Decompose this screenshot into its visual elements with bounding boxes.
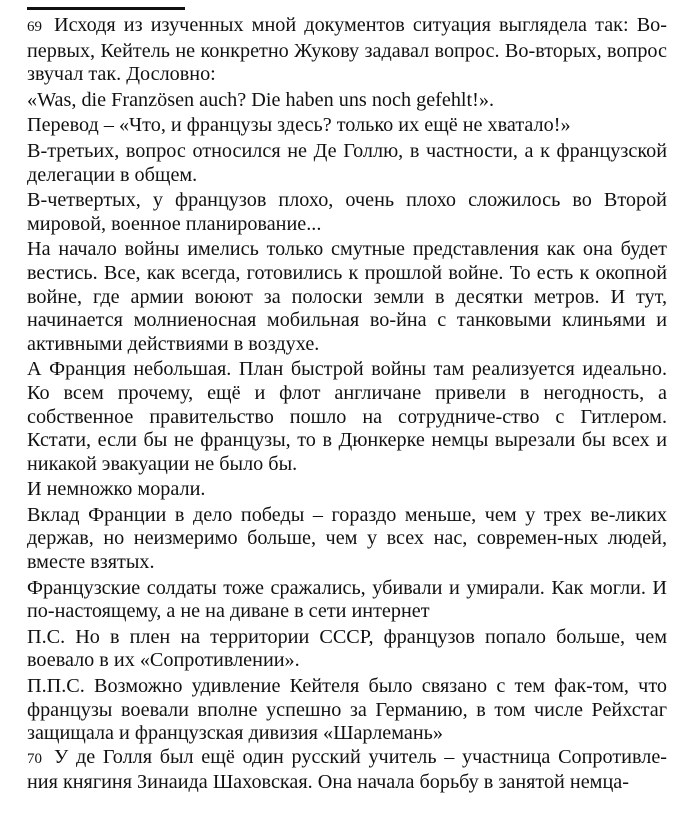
footnote-69-paragraph: П.С. Но в плен на территории СССР, французов попало больше, чем воевало в их «Сопротивлении». (27, 625, 667, 672)
footnote-69-paragraph (27, 14, 667, 87)
footnote-69-paragraph: В-четвертых, у французов плохо, очень плохо сложилось во Второй мировой, военное планирование... (27, 189, 667, 235)
footnote-69-paragraph: На начало войны имелись только смутные представления как она будет вестись. Все, как всегда, готовились к прошлой войне. То есть к окопной войне, где армии воюют за полоски земли в десятки метров. И тут, начинается молниеносная мобильная во-йна с танковыми клиньями и активными действиями в воздухе. (27, 238, 667, 355)
footnote-69-paragraph: Перевод – «Что, и французы здесь? только их ещё не хватало!» (27, 114, 571, 137)
footnote-number: 70 (27, 750, 42, 767)
footnote-69-paragraph: А Франция небольшая. План быстрой войны там реализуется идеально. Ко всем прочему, ещё и флот англичане привели в негодность, а собственное правительство пошло на сотрудниче-ство с Гитлером. Кстати, если бы не французы, то в Дюнкерке немцы вырезали бы всех и никакой эвакуации не было бы. (27, 358, 667, 475)
footnote-69-paragraph: Вклад Франции в дело победы – гораздо меньше, чем у трех ве-ликих держав, но неизмеримо больше, чем у всех нас, современ-ных людей, вместе взятых. (27, 503, 667, 574)
footnote-69-paragraph: И немножко морали. (27, 478, 206, 501)
footnote-69-paragraph: П.П.С. Возможно удивление Кейтеля было связано с тем фак-том, что французы воевали вполне успешно за Германию, в том числе Рейхстаг защищала и французская дивизия «Шарлемань» (27, 675, 667, 745)
footnote-69-paragraph: Французские солдаты тоже сражались, убивали и умирали. Как могли. И по-настоящему, а не на диване в сети интернет (27, 576, 667, 623)
footnote-69-paragraph: В-третьих, вопрос относился не Де Голлю, в частности, а к французской делегации в общем. (27, 139, 667, 186)
footnote-paragraph-text: Исходя из изученных мной документов ситуация выглядела так: Во-первых, Кейтель не конкретно Жукову задавал вопрос. Во-вторых, вопрос звучал так. Дословно: (27, 14, 667, 86)
footnote-paragraph-text: У де Голля был ещё один русский учитель – участница Сопротивле-ния княгиня Зинаида Шаховская. Она начала борьбу в занятой немца- (27, 745, 667, 794)
footnote-number: 69 (27, 19, 42, 35)
footnotes-block (27, 14, 667, 795)
footnote-70-paragraph (27, 746, 667, 795)
footnote-69-paragraph: «Was, die Französen auch? Die haben uns noch gefehlt!». (27, 88, 495, 111)
footnote-separator-rule (27, 7, 185, 10)
